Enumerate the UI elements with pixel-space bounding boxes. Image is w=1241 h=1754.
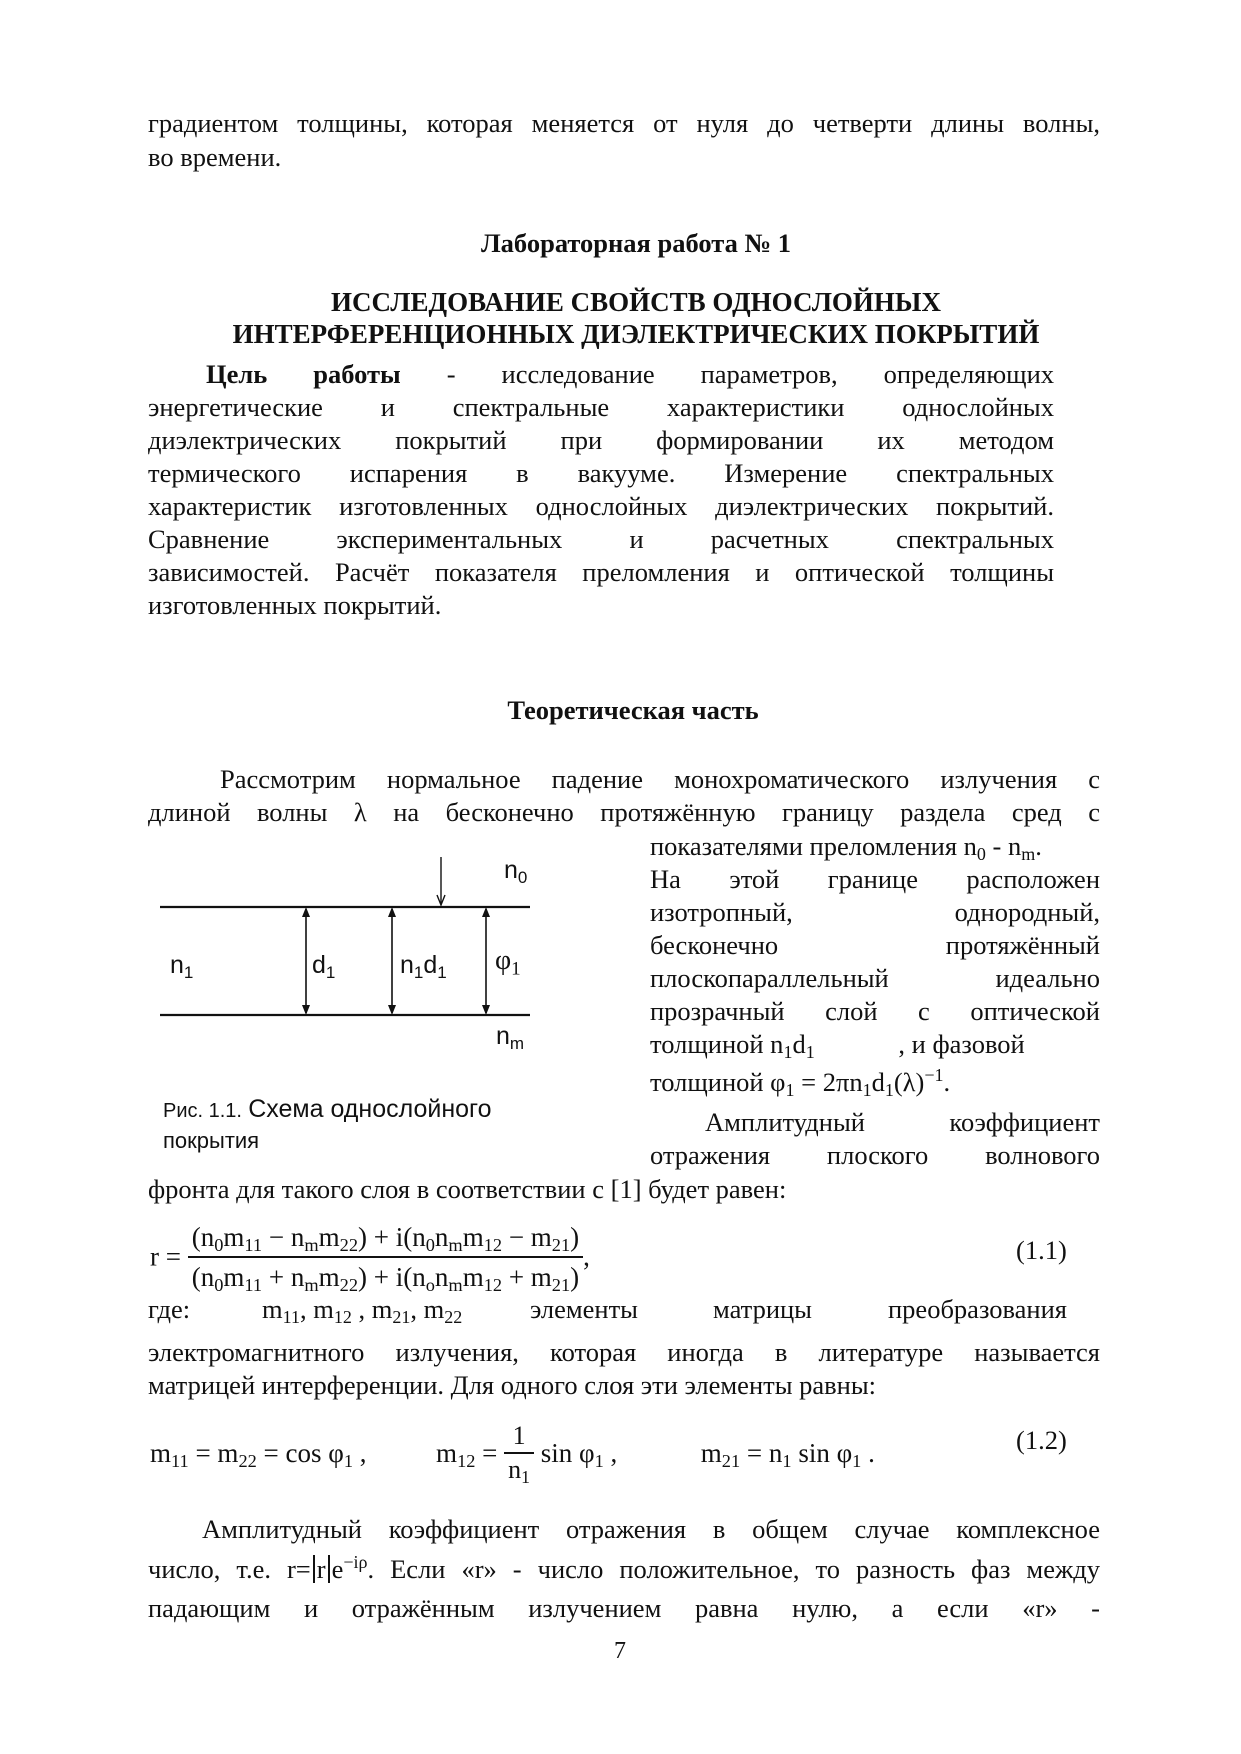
goal-line-7: зависимостей. Расчёт показателя преломления и оптической толщины (148, 557, 1054, 587)
theory-full-line-1: фронта для такого слоя в соответствии с [1] будет равен: (148, 1174, 787, 1204)
theory-right-line-10: отражения плоского волнового (650, 1140, 1100, 1170)
equation-1-1: r = $\frac{(n_0m_{11} - n_mm_{22}) + i(n_0n_mm_{12} - m_{21})}{(n_0m_{11} + n_mm_{22}) + i(n_on_mm_{12} + m_{21})}$ , (150, 1218, 590, 1296)
where-transform: преобразования (888, 1294, 1067, 1324)
theory-right-line-1: показателями преломления $n_0 - n_m$. (650, 831, 1042, 865)
theory-right-line-2: На этой границе расположен (650, 864, 1100, 894)
lab-title: Лабораторная работа № 1 (480, 228, 792, 258)
goal-line-6: Сравнение экспериментальных и расчетных спектральных (148, 524, 1054, 554)
equation-1-2: $m_{11} = m_{22} = \cos \varphi_1$ , $m_{12}$ = $\frac{1}{n_1}$ $\sin \varphi_1$ , $m_{21} = n_1$ $\sin \varphi_1$ . (150, 1421, 875, 1487)
goal-line-3: диэлектрических покрытий при формировании их методом (148, 425, 1054, 455)
where-matrix: матрицы (713, 1294, 812, 1324)
layer-diagram-svg (150, 855, 540, 1075)
theory-p1-line-1: Рассмотрим нормальное падение монохроматического излучения с (220, 764, 1100, 794)
goal-line-1: Цель работы - исследование параметров, определяющих (206, 359, 1055, 389)
goal-label: Цель работы (206, 359, 401, 389)
goal-line-2: энергетические и спектральные характеристики однослойных (148, 392, 1054, 422)
theory-p2-line-2: число, т.е. r= r $e^{-i\rho}$. Если «r» - число положительное, то разность фаз между (148, 1552, 1100, 1584)
theory-text-line-3: матрицей интерференции. Для одного слоя эти элементы равны: (148, 1370, 877, 1400)
theory-text-line-2: электромагнитного излучения, которая иногда в литературе называется (148, 1337, 1100, 1367)
where-elements: элементы (530, 1294, 638, 1324)
label-phi: $\varphi_1$ (495, 945, 521, 980)
label-n0: $n_0$ (504, 856, 528, 887)
equation-1-2-number: (1.2) (1016, 1425, 1067, 1455)
label-d1: $d_1$ (312, 951, 336, 982)
goal-line-4: термического испарения в вакууме. Измерение спектральных (148, 458, 1054, 488)
theory-right-line-6: прозрачный слой с оптической (650, 996, 1100, 1026)
theory-right-line-7: толщиной $n_1d_1$ , и фазовой (650, 1029, 1025, 1063)
figure-layer-diagram (150, 855, 540, 1075)
label-nm: $n_m$ (496, 1022, 525, 1053)
main-title-line-1: ИССЛЕДОВАНИЕ СВОЙСТВ ОДНОСЛОЙНЫХ (331, 287, 941, 317)
theory-p2-line-3: падающим и отражённым излучением равна нулю, а если «r» - (148, 1593, 1100, 1623)
page-number: 7 (614, 1638, 626, 1664)
theory-heading: Теоретическая часть (507, 695, 759, 725)
goal-line-8: изготовленных покрытий. (148, 590, 442, 620)
theory-p1-line-2: длиной волны λ на бесконечно протяжённую границу раздела сред с (148, 797, 1100, 827)
intro-line-2: во времени. (148, 142, 282, 172)
theory-right-line-8: толщиной $\varphi_1 = 2\pi n_1d_1(\lambda)^{-1}$. (650, 1065, 951, 1101)
figure-caption: Рис. 1.1. Схема однослойного покрытия (163, 1095, 492, 1153)
theory-right-line-4: бесконечно протяжённый (650, 930, 1100, 960)
theory-right-line-5: плоскопараллельный идеально (650, 963, 1100, 993)
matrix-elements-list: $m_{11}$, $m_{12}$ , $m_{21}$, $m_{22}$ (262, 1294, 463, 1328)
label-n1: $n_1$ (170, 951, 194, 982)
theory-p2-line-1: Амплитудный коэффициент отражения в общем случае комплексное (202, 1514, 1100, 1544)
goal-line-5: характеристик изготовленных однослойных диэлектрических покрытий. (148, 491, 1054, 521)
label-n1d1: $n_1d_1$ (400, 951, 447, 982)
theory-right-line-3: изотропный, однородный, (650, 897, 1100, 927)
where-label: где: (148, 1294, 191, 1324)
theory-right-line-9: Амплитудный коэффициент (705, 1107, 1100, 1137)
main-title-line-2: ИНТЕРФЕРЕНЦИОННЫХ ДИЭЛЕКТРИЧЕСКИХ ПОКРЫТИЙ (232, 319, 1040, 349)
equation-1-1-number: (1.1) (1016, 1235, 1067, 1265)
intro-line-1: градиентом толщины, которая меняется от нуля до четверти длины волны, (148, 108, 1100, 138)
